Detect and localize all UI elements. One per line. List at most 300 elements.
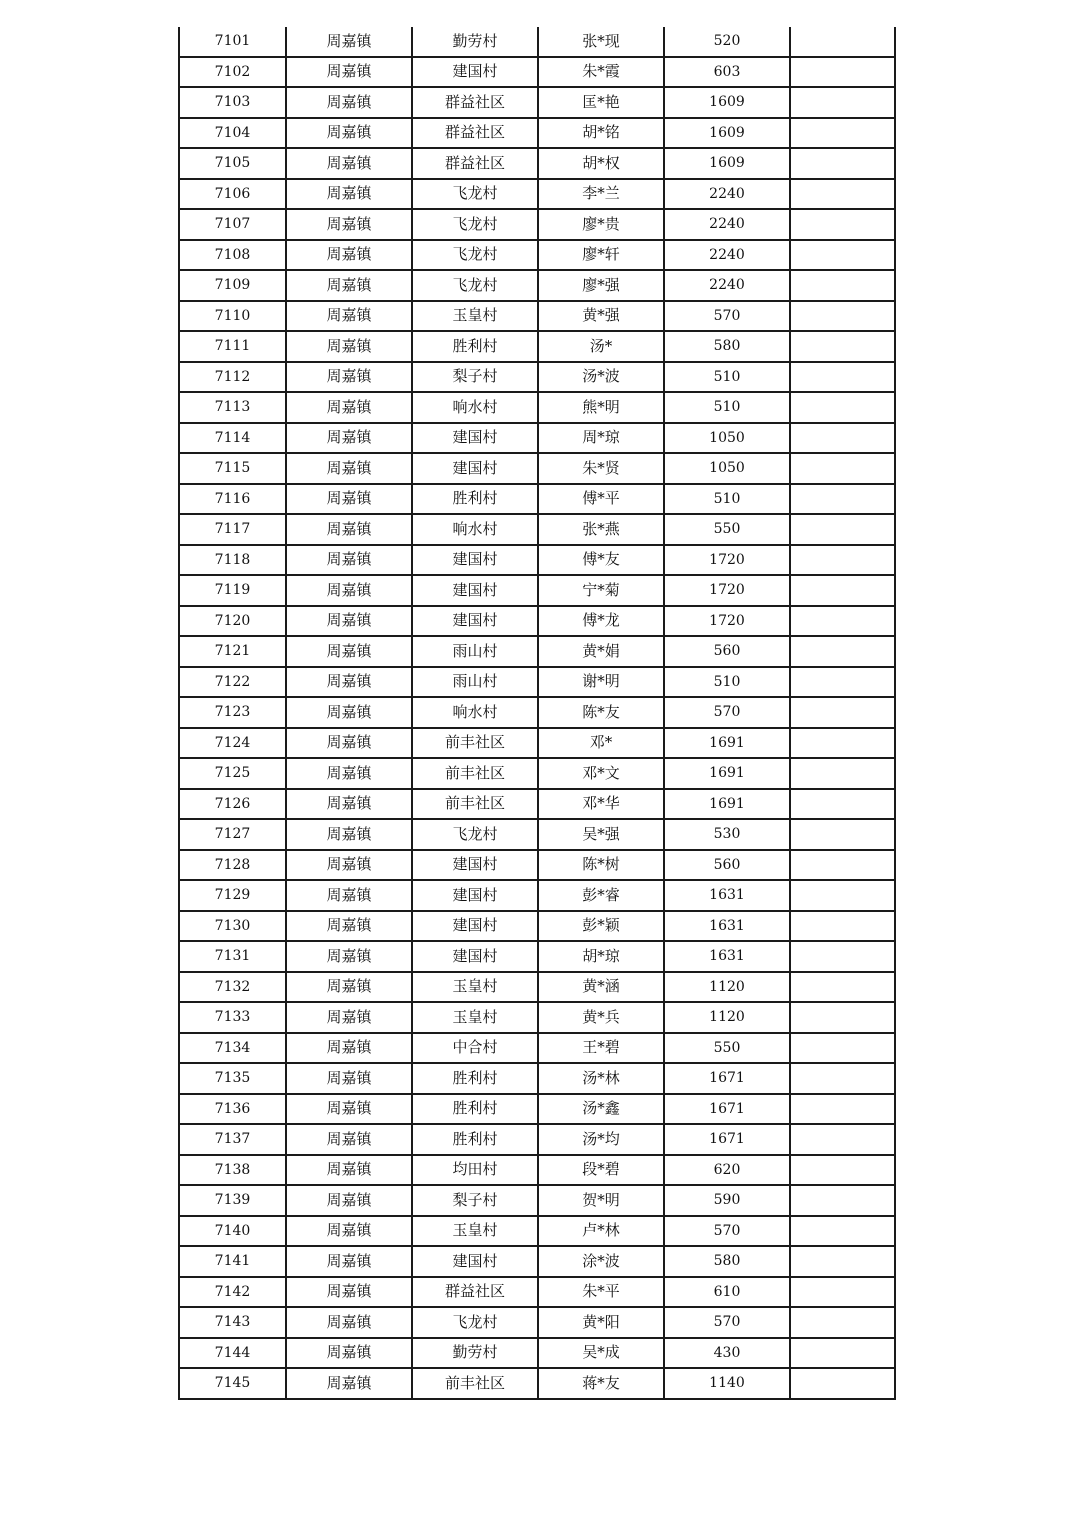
serial-number-cell: 7141: [179, 1246, 286, 1277]
table-row: [179, 301, 895, 332]
town-cell: 周嘉镇: [286, 911, 412, 942]
town-cell: 周嘉镇: [286, 941, 412, 972]
remark-cell: [790, 728, 895, 759]
remark-cell: [790, 1002, 895, 1033]
village-cell: 建国村: [412, 1246, 538, 1277]
table-row: [179, 118, 895, 149]
amount-cell: 590: [664, 1185, 790, 1216]
town-cell: 周嘉镇: [286, 1338, 412, 1369]
town-cell: 周嘉镇: [286, 423, 412, 454]
serial-number-cell: 7103: [179, 87, 286, 118]
serial-number-cell: 7107: [179, 209, 286, 240]
village-cell: 建国村: [412, 880, 538, 911]
amount-cell: 1720: [664, 606, 790, 637]
village-cell: 响水村: [412, 697, 538, 728]
amount-cell: 1671: [664, 1063, 790, 1094]
serial-number-cell: 7120: [179, 606, 286, 637]
serial-number-cell: 7117: [179, 514, 286, 545]
remark-cell: [790, 1368, 895, 1399]
village-cell: 飞龙村: [412, 1307, 538, 1338]
village-cell: 飞龙村: [412, 270, 538, 301]
serial-number-cell: 7134: [179, 1033, 286, 1064]
village-cell: 群益社区: [412, 148, 538, 179]
serial-number-cell: 7143: [179, 1307, 286, 1338]
town-cell: 周嘉镇: [286, 484, 412, 515]
remark-cell: [790, 575, 895, 606]
town-cell: 周嘉镇: [286, 179, 412, 210]
village-cell: 飞龙村: [412, 179, 538, 210]
serial-number-cell: 7124: [179, 728, 286, 759]
remark-cell: [790, 758, 895, 789]
village-cell: 建国村: [412, 911, 538, 942]
remark-cell: [790, 240, 895, 271]
town-cell: 周嘉镇: [286, 1277, 412, 1308]
town-cell: 周嘉镇: [286, 87, 412, 118]
amount-cell: 1691: [664, 728, 790, 759]
village-cell: 飞龙村: [412, 819, 538, 850]
village-cell: 均田村: [412, 1155, 538, 1186]
remark-cell: [790, 941, 895, 972]
remark-cell: [790, 606, 895, 637]
table-row: [179, 179, 895, 210]
town-cell: 周嘉镇: [286, 1155, 412, 1186]
village-cell: 前丰社区: [412, 728, 538, 759]
amount-cell: 560: [664, 636, 790, 667]
serial-number-cell: 7145: [179, 1368, 286, 1399]
town-cell: 周嘉镇: [286, 1094, 412, 1125]
village-cell: 前丰社区: [412, 758, 538, 789]
name-cell: 邓*: [538, 728, 664, 759]
table-row: [179, 148, 895, 179]
remark-cell: [790, 819, 895, 850]
town-cell: 周嘉镇: [286, 636, 412, 667]
amount-cell: 550: [664, 514, 790, 545]
town-cell: 周嘉镇: [286, 850, 412, 881]
table-row: [179, 667, 895, 698]
serial-number-cell: 7116: [179, 484, 286, 515]
amount-cell: 620: [664, 1155, 790, 1186]
serial-number-cell: 7131: [179, 941, 286, 972]
table-row: [179, 545, 895, 576]
remark-cell: [790, 1124, 895, 1155]
village-cell: 群益社区: [412, 87, 538, 118]
table-row: [179, 27, 895, 57]
village-cell: 梨子村: [412, 362, 538, 393]
name-cell: 周*琼: [538, 423, 664, 454]
remark-cell: [790, 1155, 895, 1186]
town-cell: 周嘉镇: [286, 667, 412, 698]
serial-number-cell: 7144: [179, 1338, 286, 1369]
amount-cell: 560: [664, 850, 790, 881]
village-cell: 玉皇村: [412, 301, 538, 332]
name-cell: 黄*兵: [538, 1002, 664, 1033]
serial-number-cell: 7126: [179, 789, 286, 820]
amount-cell: 1050: [664, 453, 790, 484]
village-cell: 建国村: [412, 545, 538, 576]
remark-cell: [790, 1338, 895, 1369]
name-cell: 吴*强: [538, 819, 664, 850]
table-row: [179, 880, 895, 911]
amount-cell: 510: [664, 484, 790, 515]
town-cell: 周嘉镇: [286, 697, 412, 728]
serial-number-cell: 7123: [179, 697, 286, 728]
village-cell: 勤劳村: [412, 27, 538, 57]
name-cell: 胡*铭: [538, 118, 664, 149]
amount-cell: 1050: [664, 423, 790, 454]
amount-cell: 1691: [664, 758, 790, 789]
name-cell: 汤*波: [538, 362, 664, 393]
remark-cell: [790, 484, 895, 515]
name-cell: 朱*霞: [538, 57, 664, 88]
table-row: [179, 270, 895, 301]
amount-cell: 1140: [664, 1368, 790, 1399]
amount-cell: 1671: [664, 1124, 790, 1155]
name-cell: 李*兰: [538, 179, 664, 210]
amount-cell: 1631: [664, 880, 790, 911]
remark-cell: [790, 57, 895, 88]
amount-cell: 1609: [664, 118, 790, 149]
village-cell: 勤劳村: [412, 1338, 538, 1369]
table-row: [179, 911, 895, 942]
village-cell: 建国村: [412, 57, 538, 88]
village-cell: 前丰社区: [412, 789, 538, 820]
table-row: [179, 1002, 895, 1033]
serial-number-cell: 7139: [179, 1185, 286, 1216]
town-cell: 周嘉镇: [286, 789, 412, 820]
table-row: [179, 1124, 895, 1155]
town-cell: 周嘉镇: [286, 1002, 412, 1033]
town-cell: 周嘉镇: [286, 301, 412, 332]
remark-cell: [790, 972, 895, 1003]
amount-cell: 510: [664, 392, 790, 423]
table-row: [179, 514, 895, 545]
town-cell: 周嘉镇: [286, 27, 412, 57]
town-cell: 周嘉镇: [286, 1246, 412, 1277]
village-cell: 响水村: [412, 514, 538, 545]
serial-number-cell: 7127: [179, 819, 286, 850]
town-cell: 周嘉镇: [286, 1185, 412, 1216]
village-cell: 胜利村: [412, 331, 538, 362]
amount-cell: 550: [664, 1033, 790, 1064]
amount-cell: 430: [664, 1338, 790, 1369]
serial-number-cell: 7142: [179, 1277, 286, 1308]
town-cell: 周嘉镇: [286, 514, 412, 545]
table-row: [179, 240, 895, 271]
town-cell: 周嘉镇: [286, 575, 412, 606]
village-cell: 玉皇村: [412, 1216, 538, 1247]
remark-cell: [790, 667, 895, 698]
town-cell: 周嘉镇: [286, 270, 412, 301]
town-cell: 周嘉镇: [286, 606, 412, 637]
village-cell: 中合村: [412, 1033, 538, 1064]
name-cell: 熊*明: [538, 392, 664, 423]
table-row: [179, 606, 895, 637]
serial-number-cell: 7106: [179, 179, 286, 210]
amount-cell: 1671: [664, 1094, 790, 1125]
name-cell: 贺*明: [538, 1185, 664, 1216]
table-row: [179, 209, 895, 240]
serial-number-cell: 7132: [179, 972, 286, 1003]
town-cell: 周嘉镇: [286, 545, 412, 576]
village-cell: 群益社区: [412, 118, 538, 149]
table-row: [179, 331, 895, 362]
village-cell: 胜利村: [412, 484, 538, 515]
name-cell: 黄*涵: [538, 972, 664, 1003]
table-row: [179, 1246, 895, 1277]
name-cell: 陈*友: [538, 697, 664, 728]
name-cell: 汤*鑫: [538, 1094, 664, 1125]
table-row: [179, 1307, 895, 1338]
name-cell: 胡*权: [538, 148, 664, 179]
name-cell: 邓*华: [538, 789, 664, 820]
village-cell: 建国村: [412, 453, 538, 484]
village-cell: 玉皇村: [412, 972, 538, 1003]
table-row: [179, 453, 895, 484]
table-row: [179, 758, 895, 789]
amount-cell: 1609: [664, 87, 790, 118]
town-cell: 周嘉镇: [286, 819, 412, 850]
remark-cell: [790, 1094, 895, 1125]
amount-cell: 2240: [664, 240, 790, 271]
remark-cell: [790, 27, 895, 57]
remark-cell: [790, 453, 895, 484]
serial-number-cell: 7101: [179, 27, 286, 57]
remark-cell: [790, 270, 895, 301]
village-cell: 玉皇村: [412, 1002, 538, 1033]
name-cell: 王*碧: [538, 1033, 664, 1064]
serial-number-cell: 7130: [179, 911, 286, 942]
table-row: [179, 1338, 895, 1369]
village-cell: 建国村: [412, 575, 538, 606]
village-cell: 群益社区: [412, 1277, 538, 1308]
records-table: [178, 27, 896, 1400]
town-cell: 周嘉镇: [286, 1063, 412, 1094]
table-row: [179, 1185, 895, 1216]
serial-number-cell: 7109: [179, 270, 286, 301]
table-row: [179, 423, 895, 454]
name-cell: 傅*平: [538, 484, 664, 515]
amount-cell: 610: [664, 1277, 790, 1308]
village-cell: 建国村: [412, 606, 538, 637]
name-cell: 邓*文: [538, 758, 664, 789]
table-row: [179, 484, 895, 515]
village-cell: 飞龙村: [412, 209, 538, 240]
table-row: [179, 575, 895, 606]
table-row: [179, 1063, 895, 1094]
table-row: [179, 1094, 895, 1125]
town-cell: 周嘉镇: [286, 728, 412, 759]
town-cell: 周嘉镇: [286, 880, 412, 911]
village-cell: 雨山村: [412, 636, 538, 667]
table-row: [179, 636, 895, 667]
amount-cell: 1120: [664, 1002, 790, 1033]
name-cell: 黄*娟: [538, 636, 664, 667]
serial-number-cell: 7138: [179, 1155, 286, 1186]
serial-number-cell: 7119: [179, 575, 286, 606]
amount-cell: 2240: [664, 209, 790, 240]
remark-cell: [790, 636, 895, 667]
town-cell: 周嘉镇: [286, 1033, 412, 1064]
table-row: [179, 1277, 895, 1308]
village-cell: 建国村: [412, 423, 538, 454]
amount-cell: 603: [664, 57, 790, 88]
name-cell: 涂*波: [538, 1246, 664, 1277]
serial-number-cell: 7128: [179, 850, 286, 881]
village-cell: 前丰社区: [412, 1368, 538, 1399]
name-cell: 傅*龙: [538, 606, 664, 637]
table-row: [179, 57, 895, 88]
amount-cell: 1720: [664, 545, 790, 576]
name-cell: 汤*: [538, 331, 664, 362]
serial-number-cell: 7108: [179, 240, 286, 271]
table-row: [179, 1033, 895, 1064]
table-row: [179, 362, 895, 393]
village-cell: 雨山村: [412, 667, 538, 698]
amount-cell: 510: [664, 667, 790, 698]
amount-cell: 570: [664, 1307, 790, 1338]
remark-cell: [790, 148, 895, 179]
name-cell: 黄*强: [538, 301, 664, 332]
town-cell: 周嘉镇: [286, 453, 412, 484]
name-cell: 廖*强: [538, 270, 664, 301]
amount-cell: 1631: [664, 941, 790, 972]
table-row: [179, 1216, 895, 1247]
name-cell: 张*现: [538, 27, 664, 57]
town-cell: 周嘉镇: [286, 209, 412, 240]
remark-cell: [790, 1277, 895, 1308]
name-cell: 陈*树: [538, 850, 664, 881]
serial-number-cell: 7110: [179, 301, 286, 332]
table-row: [179, 697, 895, 728]
remark-cell: [790, 880, 895, 911]
serial-number-cell: 7125: [179, 758, 286, 789]
remark-cell: [790, 1246, 895, 1277]
town-cell: 周嘉镇: [286, 1307, 412, 1338]
town-cell: 周嘉镇: [286, 118, 412, 149]
serial-number-cell: 7115: [179, 453, 286, 484]
table-row: [179, 87, 895, 118]
remark-cell: [790, 423, 895, 454]
name-cell: 宁*菊: [538, 575, 664, 606]
remark-cell: [790, 911, 895, 942]
serial-number-cell: 7112: [179, 362, 286, 393]
name-cell: 吴*成: [538, 1338, 664, 1369]
town-cell: 周嘉镇: [286, 758, 412, 789]
table-row: [179, 392, 895, 423]
village-cell: 胜利村: [412, 1063, 538, 1094]
village-cell: 胜利村: [412, 1094, 538, 1125]
remark-cell: [790, 1216, 895, 1247]
town-cell: 周嘉镇: [286, 57, 412, 88]
amount-cell: 570: [664, 301, 790, 332]
remark-cell: [790, 87, 895, 118]
amount-cell: 580: [664, 331, 790, 362]
amount-cell: 520: [664, 27, 790, 57]
remark-cell: [790, 209, 895, 240]
serial-number-cell: 7102: [179, 57, 286, 88]
table-row: [179, 850, 895, 881]
name-cell: 汤*均: [538, 1124, 664, 1155]
serial-number-cell: 7118: [179, 545, 286, 576]
remark-cell: [790, 1307, 895, 1338]
name-cell: 胡*琼: [538, 941, 664, 972]
village-cell: 梨子村: [412, 1185, 538, 1216]
remark-cell: [790, 545, 895, 576]
remark-cell: [790, 850, 895, 881]
table-row: [179, 972, 895, 1003]
name-cell: 廖*轩: [538, 240, 664, 271]
remark-cell: [790, 392, 895, 423]
remark-cell: [790, 697, 895, 728]
serial-number-cell: 7135: [179, 1063, 286, 1094]
serial-number-cell: 7113: [179, 392, 286, 423]
name-cell: 汤*林: [538, 1063, 664, 1094]
remark-cell: [790, 301, 895, 332]
amount-cell: 1691: [664, 789, 790, 820]
amount-cell: 1609: [664, 148, 790, 179]
serial-number-cell: 7121: [179, 636, 286, 667]
remark-cell: [790, 1063, 895, 1094]
amount-cell: 1631: [664, 911, 790, 942]
amount-cell: 2240: [664, 179, 790, 210]
town-cell: 周嘉镇: [286, 1216, 412, 1247]
town-cell: 周嘉镇: [286, 972, 412, 1003]
remark-cell: [790, 331, 895, 362]
serial-number-cell: 7114: [179, 423, 286, 454]
name-cell: 蒋*友: [538, 1368, 664, 1399]
remark-cell: [790, 362, 895, 393]
amount-cell: 530: [664, 819, 790, 850]
name-cell: 傅*友: [538, 545, 664, 576]
name-cell: 黄*阳: [538, 1307, 664, 1338]
serial-number-cell: 7137: [179, 1124, 286, 1155]
town-cell: 周嘉镇: [286, 1368, 412, 1399]
name-cell: 张*燕: [538, 514, 664, 545]
village-cell: 建国村: [412, 941, 538, 972]
village-cell: 建国村: [412, 850, 538, 881]
name-cell: 匡*艳: [538, 87, 664, 118]
remark-cell: [790, 1033, 895, 1064]
village-cell: 响水村: [412, 392, 538, 423]
name-cell: 彭*睿: [538, 880, 664, 911]
table-row: [179, 819, 895, 850]
town-cell: 周嘉镇: [286, 392, 412, 423]
remark-cell: [790, 118, 895, 149]
remark-cell: [790, 1185, 895, 1216]
amount-cell: 580: [664, 1246, 790, 1277]
name-cell: 廖*贵: [538, 209, 664, 240]
town-cell: 周嘉镇: [286, 148, 412, 179]
town-cell: 周嘉镇: [286, 1124, 412, 1155]
remark-cell: [790, 179, 895, 210]
name-cell: 段*碧: [538, 1155, 664, 1186]
remark-cell: [790, 789, 895, 820]
serial-number-cell: 7140: [179, 1216, 286, 1247]
amount-cell: 1720: [664, 575, 790, 606]
serial-number-cell: 7133: [179, 1002, 286, 1033]
name-cell: 朱*平: [538, 1277, 664, 1308]
serial-number-cell: 7105: [179, 148, 286, 179]
village-cell: 飞龙村: [412, 240, 538, 271]
remark-cell: [790, 514, 895, 545]
table-row: [179, 1155, 895, 1186]
name-cell: 卢*林: [538, 1216, 664, 1247]
serial-number-cell: 7129: [179, 880, 286, 911]
serial-number-cell: 7136: [179, 1094, 286, 1125]
name-cell: 谢*明: [538, 667, 664, 698]
amount-cell: 570: [664, 697, 790, 728]
name-cell: 朱*贤: [538, 453, 664, 484]
